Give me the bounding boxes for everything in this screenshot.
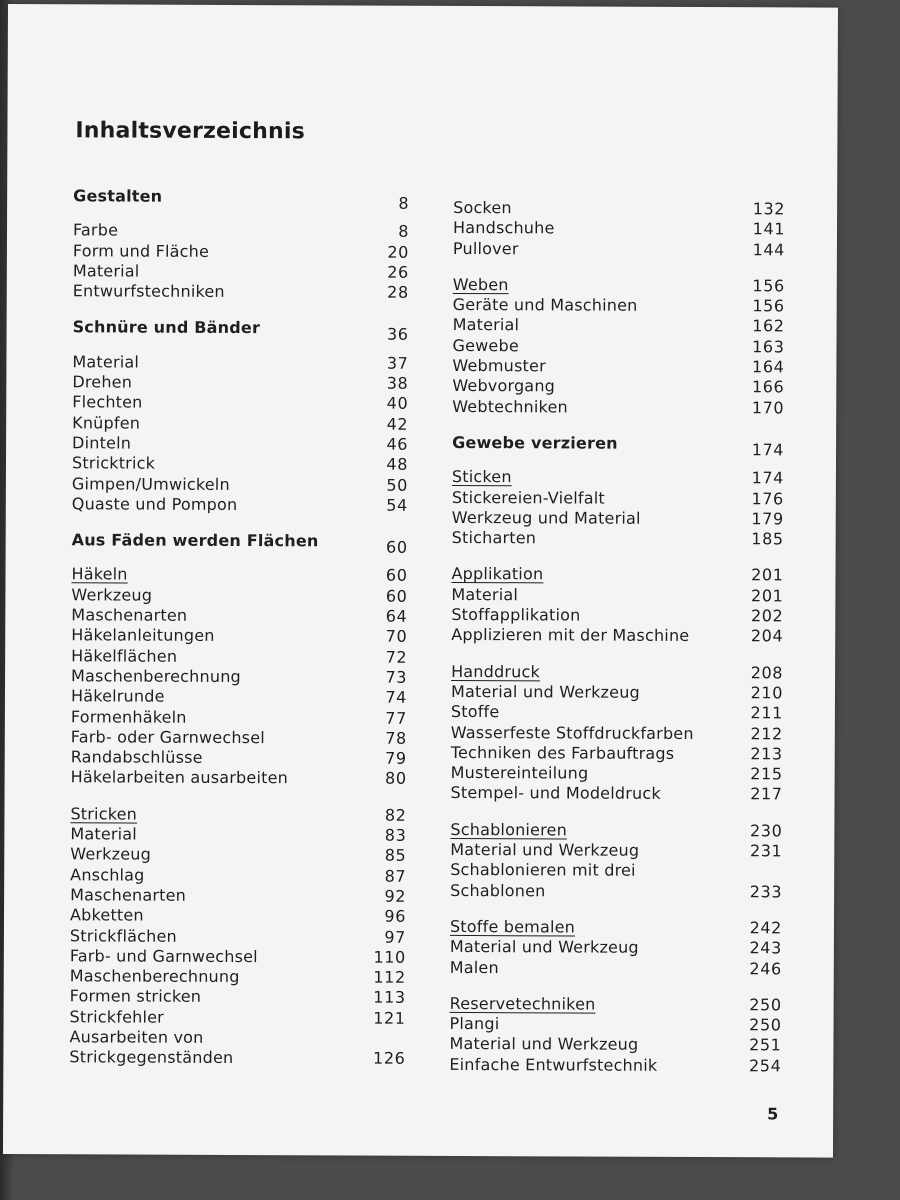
toc-entry-label: Plangi [449, 1014, 500, 1034]
toc-entry-label: Maschenberechnung [69, 966, 240, 987]
toc-entry-page: 8 [398, 193, 410, 213]
toc-entry-page: 38 [386, 373, 409, 393]
toc-entry-label: Häkelarbeiten ausarbeiten [70, 767, 289, 788]
toc-entry-label: Werkzeug [71, 585, 153, 605]
toc-chapter [73, 186, 410, 213]
toc-entry [449, 1055, 781, 1077]
toc-entry-label: Stoffapplikation [451, 604, 581, 625]
toc-entry-page: 170 [751, 397, 785, 418]
toc-gap [452, 417, 784, 434]
toc-entry-page: 211 [750, 703, 783, 723]
toc-entry-page: 85 [384, 845, 407, 866]
toc-entry-label: Reservetechniken [449, 993, 596, 1014]
toc-entry [70, 824, 406, 846]
toc-entry-page: 50 [386, 475, 408, 495]
toc-entry-page: 83 [384, 825, 407, 845]
toc-entry-page: 246 [749, 958, 782, 978]
toc-entry-label: Pullover [452, 238, 519, 258]
toc-entry [450, 937, 782, 959]
toc-entry-page: 72 [385, 647, 408, 667]
toc-entry-label: Stricktrick [71, 453, 156, 473]
toc-entry [453, 295, 785, 317]
toc-section [453, 275, 785, 297]
toc-entry-page: 242 [749, 918, 783, 938]
toc-entry-label: Gewebe [452, 335, 519, 356]
toc-entry [70, 905, 406, 927]
toc-entry-label: Sticharten [451, 528, 537, 548]
toc-entry [449, 1034, 781, 1056]
toc-entry-label: Abketten [69, 905, 144, 925]
toc-gap [453, 259, 785, 276]
toc-entry-page: 156 [752, 276, 785, 296]
toc-entry-label: Material [72, 261, 140, 281]
toc-entry [72, 393, 408, 415]
toc-entry-page: 60 [386, 537, 408, 557]
toc-entry-label: Dinteln [72, 433, 132, 453]
toc-entry-page: 174 [751, 468, 784, 488]
toc-entry-page: 48 [386, 454, 409, 475]
toc-entry [70, 885, 406, 907]
toc-entry-label: Webtechniken [452, 396, 568, 417]
toc-entry-page: 74 [385, 687, 408, 707]
toc-entry-label: Formenhäkeln [70, 706, 187, 727]
toc-gap [450, 901, 782, 918]
toc-entry [451, 682, 783, 704]
toc-section [70, 804, 406, 826]
toc-entry [450, 1014, 782, 1036]
toc-entry-label: Weben [452, 274, 509, 295]
toc-entry-page: 64 [385, 606, 408, 626]
toc-entry-page: 126 [373, 1048, 406, 1069]
toc-entry-label: Stempel- und Modeldruck [450, 783, 661, 804]
toc-entry-label: Maschenberechnung [71, 666, 241, 686]
toc-entry-page: 250 [749, 1015, 782, 1035]
toc-entry [71, 626, 407, 648]
toc-entry-label: Maschenarten [71, 605, 188, 625]
toc-entry-label: Strickfehler [69, 1006, 165, 1027]
toc-entry [72, 433, 408, 455]
toc-entry [73, 261, 409, 283]
toc-entry-label: Wasserfeste Stoffdruckfarben [450, 722, 694, 743]
toc-entry-label: Applikation [451, 564, 544, 584]
toc-entry-page: 243 [749, 938, 782, 958]
toc-entry-page: 212 [750, 723, 783, 743]
toc-entry [453, 198, 785, 220]
toc-entry [73, 221, 409, 243]
toc-entry-label: Maschenarten [70, 885, 187, 905]
toc-entry [451, 783, 783, 805]
toc-entry-page: 233 [749, 881, 783, 901]
toc-entry-page: 162 [752, 316, 785, 336]
toc-chapter [452, 432, 785, 460]
toc-entry-label: Stricken [70, 803, 138, 824]
toc-entry-page: 36 [386, 325, 409, 345]
toc-entry-label: Aus Fäden werden Flächen [71, 530, 319, 551]
toc-chapter [72, 317, 409, 345]
toc-entry-label: Sticken [451, 467, 512, 487]
toc-entry-label: Material und Werkzeug [450, 681, 640, 702]
toc-entry-label: Werkzeug [70, 844, 152, 864]
toc-entry-page: 26 [387, 262, 409, 282]
toc-entry [452, 397, 784, 419]
toc-entry-label: Material [70, 824, 138, 844]
toc-entry-page: 46 [386, 434, 409, 454]
toc-entry [69, 1027, 405, 1049]
toc-gap [452, 548, 784, 565]
toc-entry-label: Anschlag [70, 864, 145, 885]
toc-entry-label: Webvorgang [452, 376, 556, 396]
toc-entry [451, 702, 783, 724]
toc-entry-page: 60 [385, 566, 408, 586]
toc-entry-page: 215 [750, 764, 783, 784]
toc-entry-label: Häkelanleitungen [71, 625, 215, 646]
toc-entry-page: 156 [752, 296, 785, 316]
toc-entry-page: 78 [385, 728, 407, 748]
toc-entry-page: 164 [752, 357, 785, 377]
toc-entry-page: 96 [384, 906, 407, 926]
toc-entry-page: 110 [373, 947, 406, 967]
toc-entry-page: 82 [384, 805, 407, 825]
toc-entry-label: Socken [453, 197, 512, 218]
toc-gap [71, 788, 407, 805]
toc-entry [452, 528, 784, 550]
toc-entry [451, 722, 783, 744]
toc-entry-label: Handdruck [451, 661, 541, 681]
toc-gap [73, 302, 409, 319]
toc-entry-page: 217 [750, 784, 783, 804]
toc-entry [70, 987, 406, 1009]
toc-section [450, 917, 782, 939]
toc-right-column [449, 198, 785, 1076]
toc-entry-label: Einfache Entwurfstechnik [449, 1054, 658, 1075]
toc-entry [451, 585, 783, 607]
toc-entry-label: Stoffe [450, 702, 500, 722]
toc-entry-page: 201 [751, 565, 784, 585]
toc-entry-page: 73 [385, 667, 408, 687]
toc-entry-page: 204 [750, 626, 784, 646]
toc-entry [451, 605, 783, 627]
toc-entry-page: 144 [752, 239, 785, 259]
toc-entry-label: Schablonieren [450, 819, 567, 840]
toc-entry [72, 372, 408, 394]
toc-entry-label: Formen stricken [69, 986, 202, 1007]
toc-entry-label: Häkelrunde [70, 686, 165, 706]
toc-entry-page: 79 [385, 748, 407, 768]
toc-gap [451, 646, 783, 663]
toc-entry [71, 585, 407, 607]
toc-entry-page: 87 [384, 866, 407, 886]
toc-entry [71, 646, 407, 668]
toc-entry [450, 840, 782, 862]
toc-entry-page: 132 [752, 199, 786, 219]
toc-entry-label: Webmuster [452, 356, 546, 376]
toc-entry-page: 112 [373, 967, 406, 987]
toc-entry [452, 336, 784, 358]
toc-entry [71, 707, 407, 729]
toc-entry-page: 208 [750, 662, 784, 683]
toc-entry-label: Techniken des Farbauftrags [450, 742, 675, 763]
toc-entry-label: Material und Werkzeug [449, 937, 639, 957]
toc-entry-label: Material [72, 352, 140, 372]
toc-entry [71, 605, 407, 627]
toc-entry-page: 54 [386, 495, 408, 515]
toc-entry-label: Form und Fläche [72, 240, 210, 261]
toc-entry [450, 881, 782, 903]
toc-entry [70, 1007, 406, 1029]
toc-gap [450, 978, 782, 995]
toc-entry-page: 40 [386, 394, 409, 414]
toc-entry-label: Material [451, 584, 519, 604]
toc-entry [71, 666, 407, 688]
page-title: Inhaltsverzeichnis [75, 118, 305, 145]
toc-entry [70, 865, 406, 887]
toc-entry-page: 37 [386, 353, 409, 373]
toc-entry-label: Farb- und Garnwechsel [69, 946, 258, 966]
toc-entry-label: Malen [449, 957, 499, 977]
toc-entry [70, 926, 406, 948]
toc-entry [452, 508, 784, 530]
toc-chapter [71, 530, 408, 557]
page-number: 5 [767, 1104, 779, 1124]
toc-entry-label: Werkzeug und Material [451, 507, 641, 528]
toc-entry-label: Flechten [72, 392, 143, 412]
toc-entry-page: 231 [749, 841, 783, 861]
book-page [3, 4, 838, 1158]
toc-entry-page: 77 [385, 708, 407, 728]
toc-entry-page: 201 [751, 585, 784, 606]
toc-entry [453, 218, 785, 240]
toc-entry-page: 42 [386, 414, 409, 434]
toc-entry-page: 60 [385, 586, 408, 606]
toc-entry [71, 727, 407, 749]
toc-entry [450, 957, 782, 979]
toc-entry-label: Stoffe bemalen [449, 916, 576, 937]
toc-entry-page: 20 [387, 242, 409, 262]
toc-entry-label: Entwurfstechniken [72, 281, 225, 302]
toc-entry-page: 202 [750, 606, 784, 626]
toc-entry [73, 241, 409, 263]
toc-entry-page: 80 [385, 769, 407, 789]
toc-entry-label: Material und Werkzeug [450, 839, 640, 860]
toc-section [451, 564, 783, 586]
toc-entry [71, 747, 407, 769]
toc-entry [69, 1048, 405, 1070]
toc-entry-label: Schablonieren mit drei [450, 860, 636, 881]
toc-entry-page: 254 [748, 1055, 782, 1076]
toc-entry-page: 210 [750, 683, 784, 703]
toc-entry [72, 454, 408, 476]
toc-entry [70, 966, 406, 988]
toc-entry-page: 28 [387, 282, 409, 302]
toc-entry-label: Ausarbeiten von [69, 1027, 204, 1047]
toc-entry [453, 315, 785, 337]
toc-entry-label: Farb- oder Garnwechsel [70, 727, 265, 747]
toc-entry [450, 860, 782, 882]
toc-entry-label: Drehen [72, 372, 133, 392]
toc-entry-page: 250 [749, 995, 782, 1015]
toc-entry [71, 768, 407, 790]
toc-entry-label: Material [452, 315, 520, 335]
toc-entry [70, 946, 406, 968]
toc-entry-page: 176 [751, 488, 784, 508]
toc-entry-page: 179 [751, 509, 784, 529]
toc-entry [72, 494, 408, 516]
toc-entry-label: Strickgegenständen [69, 1047, 234, 1068]
toc-entry-page: 166 [751, 377, 785, 397]
toc-entry-label: Mustereinteilung [450, 763, 589, 783]
toc-entry [71, 687, 407, 709]
toc-entry-label: Schnüre und Bänder [72, 317, 261, 338]
toc-entry-label: Geräte und Maschinen [452, 295, 638, 315]
toc-entry-label: Strickflächen [69, 925, 177, 946]
toc-gap [72, 514, 408, 531]
toc-entry-label: Applizieren mit der Maschine [451, 625, 690, 646]
toc-entry-label: Farbe [72, 220, 119, 240]
toc-left-column [69, 186, 409, 1069]
toc-entry [451, 763, 783, 785]
toc-section [450, 994, 782, 1016]
toc-entry [73, 281, 409, 303]
toc-entry [453, 239, 785, 261]
toc-entry-page: 92 [384, 886, 407, 906]
toc-entry-label: Häkeln [71, 564, 128, 584]
toc-entry-label: Knüpfen [72, 412, 141, 433]
toc-entry-page: 70 [385, 626, 408, 647]
toc-entry-label: Schablonen [450, 880, 546, 900]
toc-entry-page: 8 [398, 222, 410, 242]
toc-entry [451, 743, 783, 765]
toc-entry-page: 174 [751, 440, 785, 460]
toc-entry-page: 230 [750, 820, 783, 841]
toc-entry-label: Gestalten [73, 186, 163, 206]
toc-entry-label: Gewebe verzieren [452, 432, 618, 453]
toc-gap [450, 804, 782, 821]
toc-entry-page: 185 [751, 529, 784, 549]
toc-entry [452, 356, 784, 378]
toc-entry-page: 251 [749, 1035, 782, 1055]
toc-entry-page: 213 [750, 744, 783, 764]
toc-entry [452, 376, 784, 398]
toc-entry-label: Gimpen/Umwickeln [71, 473, 230, 494]
toc-section [450, 820, 782, 842]
toc-entry-label: Handschuhe [452, 218, 555, 238]
toc-section [451, 662, 783, 684]
toc-entry [451, 625, 783, 647]
toc-entry [72, 352, 408, 374]
toc-entry-page: 113 [373, 987, 406, 1008]
toc-entry-label: Häkelflächen [71, 645, 178, 666]
toc-entry-label: Material und Werkzeug [449, 1034, 639, 1055]
toc-section [452, 467, 784, 489]
toc-entry-page: 121 [373, 1008, 406, 1028]
toc-entry-page: 163 [752, 337, 785, 357]
toc-entry [72, 474, 408, 496]
toc-entry-page: 97 [384, 927, 406, 947]
toc-entry [72, 413, 408, 435]
toc-entry-label: Quaste und Pompon [71, 494, 238, 514]
toc-section [71, 565, 407, 587]
toc-entry-label: Stickereien-Vielfalt [451, 487, 605, 508]
toc-entry [452, 488, 784, 510]
toc-entry-page: 141 [752, 219, 786, 239]
toc-entry-label: Randabschlüsse [70, 747, 203, 767]
toc-entry [70, 845, 406, 867]
